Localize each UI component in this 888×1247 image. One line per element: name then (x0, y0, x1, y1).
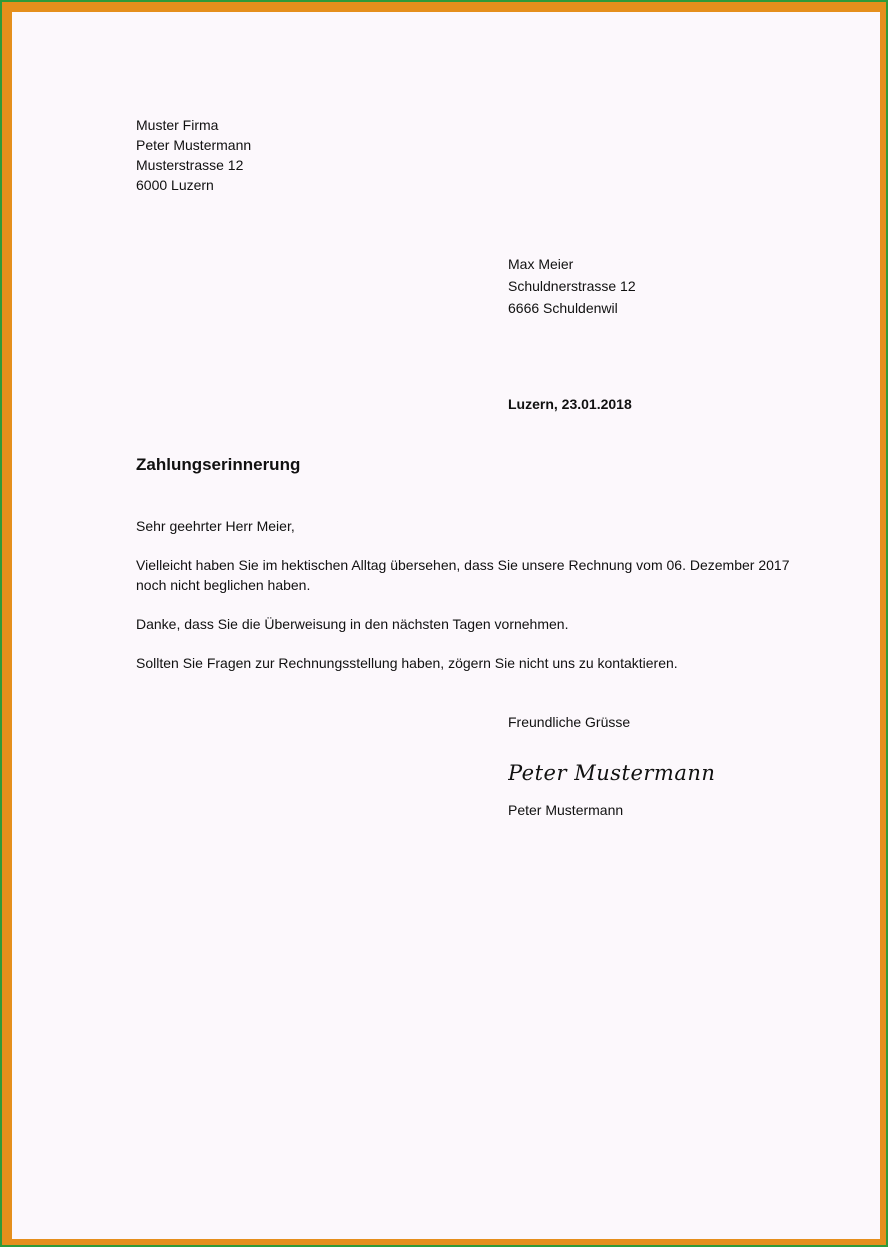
sender-street: Musterstrasse 12 (136, 157, 244, 173)
body-paragraph-1: Vielleicht haben Sie im hektischen Alltag übersehen, dass Sie unsere Rechnung vom 06. Dezember 2017 noch nicht beglichen haben. (136, 557, 790, 593)
salutation: Sehr geehrter Herr Meier, (136, 518, 295, 534)
signer-name: Peter Mustermann (508, 802, 624, 818)
sender-company: Muster Firma (136, 117, 219, 133)
recipient-address (508, 253, 636, 319)
letter-page (12, 12, 880, 1239)
signature-text: Peter Mustermann (508, 761, 716, 785)
body-paragraph-3: Sollten Sie Fragen zur Rechnungsstellung haben, zögern Sie nicht uns zu kontaktieren. (136, 655, 678, 671)
recipient-name: Max Meier (508, 256, 574, 272)
page-frame (2, 2, 886, 1245)
recipient-city: 6666 Schuldenwil (508, 300, 618, 316)
letter-subject: Zahlungserinnerung (136, 455, 301, 474)
sender-name: Peter Mustermann (136, 137, 252, 153)
date-line: Luzern, 23.01.2018 (508, 396, 632, 412)
recipient-street: Schuldnerstrasse 12 (508, 278, 636, 294)
sender-city: 6000 Luzern (136, 177, 214, 193)
body-paragraph-2: Danke, dass Sie die Überweisung in den nächsten Tagen vornehmen. (136, 616, 569, 632)
closing: Freundliche Grüsse (508, 714, 631, 730)
handwritten-signature (508, 752, 718, 792)
sender-address (136, 115, 251, 195)
